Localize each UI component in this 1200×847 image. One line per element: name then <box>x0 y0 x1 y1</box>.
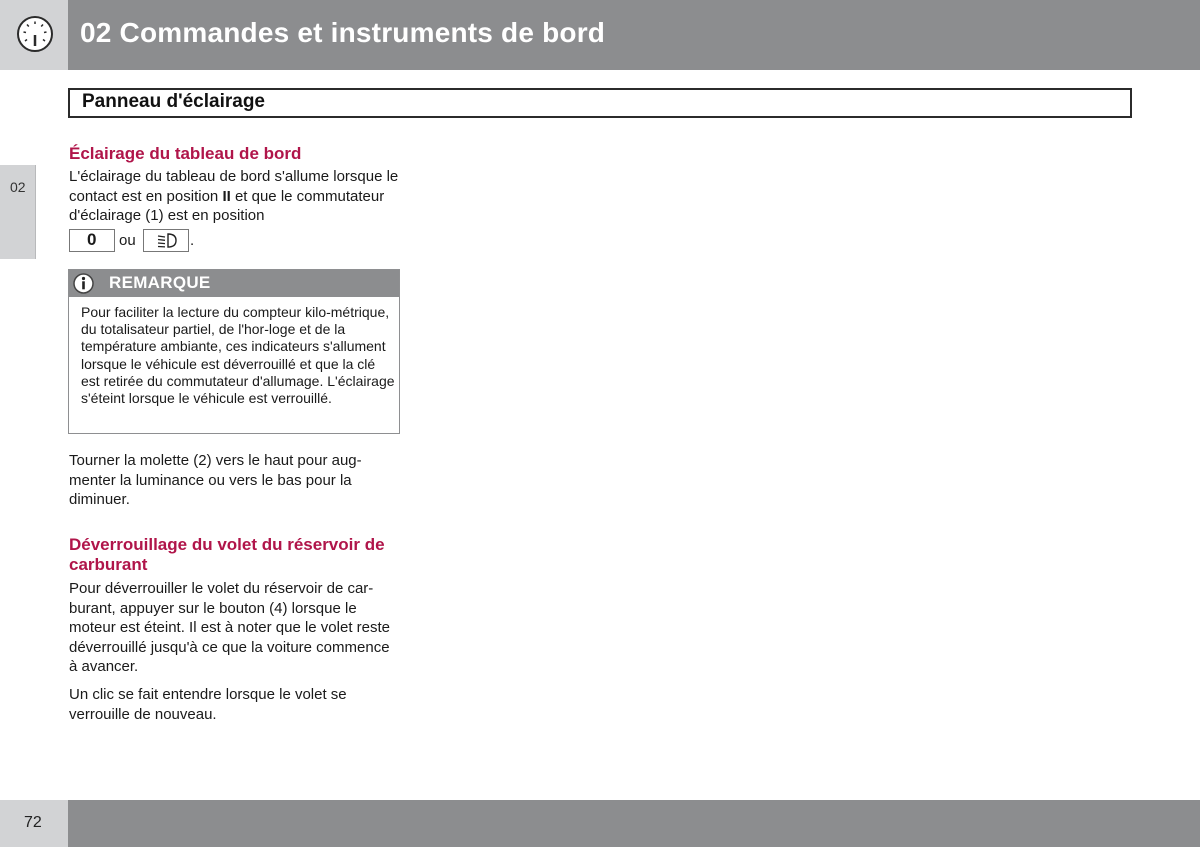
ignition-position: II <box>222 187 231 205</box>
footer-bar <box>68 800 1200 847</box>
section-title-box <box>68 88 1132 118</box>
chapter-title: 02 Commandes et instruments de bord <box>80 17 606 48</box>
page-number-box <box>0 800 68 847</box>
note-header <box>69 270 399 297</box>
chapter-tab <box>0 165 36 259</box>
paragraph-dimmer-wheel: Tourner la molette (2) vers le haut pour aug-menter la luminance ou vers le bas pour la diminuer. <box>69 452 362 508</box>
header-icon-area <box>0 0 68 70</box>
note-text: Pour faciliter la lecture du compteur kilo-métrique, du totalisateur partiel, de l'hor-loge et de la température ambiante, ces indicateurs s'allument lorsque le véhicule est déverrouillé et que la clé est retirée du commutateur d'allumage. L'éclairage s'éteint lorsque le véhicule est verrouillé. <box>81 304 395 407</box>
note-title: REMARQUE <box>109 273 211 292</box>
speedometer-icon <box>16 15 54 53</box>
heading-fuel-flap: Déverrouillage du volet du réservoir de carburant <box>69 535 385 574</box>
position-zero-symbol: 0 <box>69 229 115 252</box>
chapter-tab-label: 02 <box>10 179 26 195</box>
info-icon <box>73 273 94 294</box>
or-text: ou <box>119 232 136 249</box>
paragraph-dashboard-lighting: L'éclairage du tableau de bord s'allume lorsque le contact est en position II et que le commutateur d'éclairage (1) est en position <box>69 168 399 224</box>
paragraph-fuel-flap-unlock: Pour déverrouiller le volet du réservoir de car-burant, appuyer sur le bouton (4) lorsque le moteur est éteint. Il est à noter que le volet reste déverrouillé jusqu'à ce que la voiture commence à avancer. <box>69 580 391 675</box>
sentence-end: . <box>190 232 195 249</box>
heading-dashboard-lighting: Éclairage du tableau de bord <box>69 144 302 163</box>
low-beam-symbol <box>143 229 189 252</box>
paragraph-fuel-flap-click: Un clic se fait entendre lorsque le volet se verrouille de nouveau. <box>69 686 347 723</box>
low-beam-icon <box>144 230 188 251</box>
page-number: 72 <box>24 814 42 831</box>
section-title: Panneau d'éclairage <box>82 91 265 112</box>
note-box <box>68 269 400 434</box>
